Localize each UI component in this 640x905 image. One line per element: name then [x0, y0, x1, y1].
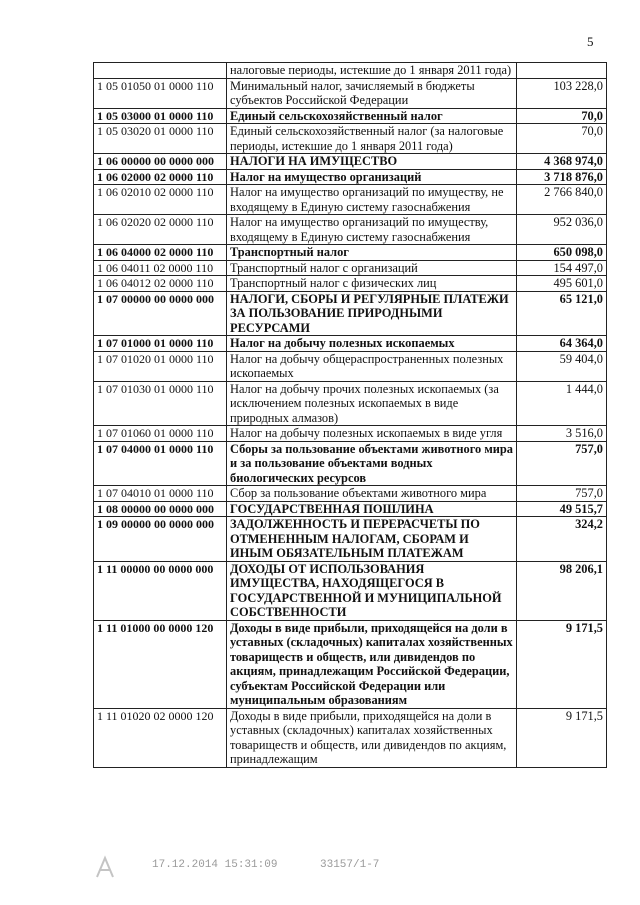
table-row [94, 291, 607, 336]
row-amount: 65 121,0 [517, 291, 607, 336]
row-name: НАЛОГИ, СБОРЫ И РЕГУЛЯРНЫЕ ПЛАТЕЖИ ЗА ПОЛЬЗОВАНИЕ ПРИРОДНЫМИ РЕСУРСАМИ [227, 291, 517, 336]
table-row [94, 351, 607, 381]
row-name: ГОСУДАРСТВЕННАЯ ПОШЛИНА [227, 501, 517, 517]
table-row [94, 78, 607, 108]
table-row [94, 215, 607, 245]
table-row [94, 260, 607, 276]
row-name: налоговые периоды, истекшие до 1 января 2011 года) [227, 63, 517, 79]
row-code: 1 07 04010 01 0000 110 [94, 486, 227, 502]
row-amount: 952 036,0 [517, 215, 607, 245]
row-amount: 70,0 [517, 124, 607, 154]
row-name: Налог на имущество организаций по имуществу, не входящему в Единую систему газоснабжения [227, 185, 517, 215]
table-row [94, 517, 607, 562]
table-row [94, 169, 607, 185]
row-name: ЗАДОЛЖЕННОСТЬ И ПЕРЕРАСЧЕТЫ ПО ОТМЕНЕННЫМ НАЛОГАМ, СБОРАМ И ИНЫМ ОБЯЗАТЕЛЬНЫМ ПЛАТЕЖАМ [227, 517, 517, 562]
row-code: 1 07 01030 01 0000 110 [94, 381, 227, 426]
row-name: Транспортный налог [227, 245, 517, 261]
row-amount: 49 515,7 [517, 501, 607, 517]
row-amount: 9 171,5 [517, 620, 607, 708]
row-name: Налог на добычу полезных ископаемых в виде угля [227, 426, 517, 442]
row-code: 1 05 03020 01 0000 110 [94, 124, 227, 154]
table-row [94, 426, 607, 442]
row-name: Доходы в виде прибыли, приходящейся на доли в уставных (складочных) капиталах хозяйственных товариществ и обществ, или дивидендов по акциям, принадлежащим Российской Федерации, субъектам Российской Федерации или муниципальным образованиям [227, 620, 517, 708]
table-row [94, 185, 607, 215]
row-name: Налог на добычу полезных ископаемых [227, 336, 517, 352]
row-amount: 2 766 840,0 [517, 185, 607, 215]
row-amount: 59 404,0 [517, 351, 607, 381]
row-code: 1 08 00000 00 0000 000 [94, 501, 227, 517]
row-amount: 154 497,0 [517, 260, 607, 276]
row-name: Налог на имущество организаций [227, 169, 517, 185]
row-name: Транспортный налог с физических лиц [227, 276, 517, 292]
row-code: 1 07 00000 00 0000 000 [94, 291, 227, 336]
row-code: 1 05 01050 01 0000 110 [94, 78, 227, 108]
table-row [94, 63, 607, 79]
row-amount: 98 206,1 [517, 561, 607, 620]
row-code [94, 63, 227, 79]
footer-doc-number: 33157/1-7 [320, 859, 380, 871]
table-row [94, 124, 607, 154]
row-amount: 9 171,5 [517, 708, 607, 767]
stamp-mark [94, 855, 116, 885]
table-row [94, 245, 607, 261]
row-amount: 757,0 [517, 441, 607, 486]
table-row [94, 441, 607, 486]
row-name: Транспортный налог с организаций [227, 260, 517, 276]
row-name: Налог на добычу общераспространенных полезных ископаемых [227, 351, 517, 381]
row-code: 1 06 04012 02 0000 110 [94, 276, 227, 292]
table-row [94, 108, 607, 124]
row-code: 1 06 02010 02 0000 110 [94, 185, 227, 215]
row-amount: 64 364,0 [517, 336, 607, 352]
row-amount: 70,0 [517, 108, 607, 124]
row-name: НАЛОГИ НА ИМУЩЕСТВО [227, 154, 517, 170]
row-code: 1 07 01000 01 0000 110 [94, 336, 227, 352]
row-amount: 324,2 [517, 517, 607, 562]
row-code: 1 06 02000 02 0000 110 [94, 169, 227, 185]
row-name: Сборы за пользование объектами животного мира и за пользование объектами водных биологических ресурсов [227, 441, 517, 486]
row-code: 1 11 00000 00 0000 000 [94, 561, 227, 620]
page-footer [0, 853, 640, 883]
row-code: 1 05 03000 01 0000 110 [94, 108, 227, 124]
row-name: Налог на добычу прочих полезных ископаемых (за исключением полезных ископаемых в виде природных алмазов) [227, 381, 517, 426]
row-amount [517, 63, 607, 79]
row-code: 1 06 00000 00 0000 000 [94, 154, 227, 170]
table-row [94, 620, 607, 708]
row-code: 1 06 04011 02 0000 110 [94, 260, 227, 276]
row-name: Сбор за пользование объектами животного мира [227, 486, 517, 502]
row-name: ДОХОДЫ ОТ ИСПОЛЬЗОВАНИЯ ИМУЩЕСТВА, НАХОДЯЩЕГОСЯ В ГОСУДАРСТВЕННОЙ И МУНИЦИПАЛЬНОЙ СОБСТВЕННОСТИ [227, 561, 517, 620]
row-name: Доходы в виде прибыли, приходящейся на доли в уставных (складочных) капиталах хозяйственных товариществ и обществ, или дивидендов по акциям, принадлежащим [227, 708, 517, 767]
row-name: Налог на имущество организаций по имуществу, входящему в Единую систему газоснабжения [227, 215, 517, 245]
row-code: 1 07 04000 01 0000 110 [94, 441, 227, 486]
revenue-table-body [94, 63, 607, 768]
page-number: 5 [587, 34, 594, 49]
row-code: 1 07 01020 01 0000 110 [94, 351, 227, 381]
row-amount: 103 228,0 [517, 78, 607, 108]
row-code: 1 06 02020 02 0000 110 [94, 215, 227, 245]
row-code: 1 11 01000 00 0000 120 [94, 620, 227, 708]
row-code: 1 11 01020 02 0000 120 [94, 708, 227, 767]
revenue-table [93, 62, 607, 768]
table-row [94, 381, 607, 426]
table-row [94, 561, 607, 620]
row-code: 1 06 04000 02 0000 110 [94, 245, 227, 261]
table-row [94, 486, 607, 502]
row-amount: 757,0 [517, 486, 607, 502]
row-amount: 650 098,0 [517, 245, 607, 261]
row-amount: 4 368 974,0 [517, 154, 607, 170]
row-name: Минимальный налог, зачисляемый в бюджеты субъектов Российской Федерации [227, 78, 517, 108]
row-amount: 1 444,0 [517, 381, 607, 426]
footer-timestamp: 17.12.2014 15:31:09 [152, 859, 278, 871]
row-name: Единый сельскохозяйственный налог [227, 108, 517, 124]
table-row [94, 336, 607, 352]
row-amount: 3 516,0 [517, 426, 607, 442]
table-row [94, 154, 607, 170]
row-code: 1 09 00000 00 0000 000 [94, 517, 227, 562]
table-row [94, 276, 607, 292]
table-row [94, 708, 607, 767]
row-amount: 495 601,0 [517, 276, 607, 292]
row-amount: 3 718 876,0 [517, 169, 607, 185]
row-code: 1 07 01060 01 0000 110 [94, 426, 227, 442]
table-row [94, 501, 607, 517]
row-name: Единый сельскохозяйственный налог (за налоговые периоды, истекшие до 1 января 2011 года) [227, 124, 517, 154]
